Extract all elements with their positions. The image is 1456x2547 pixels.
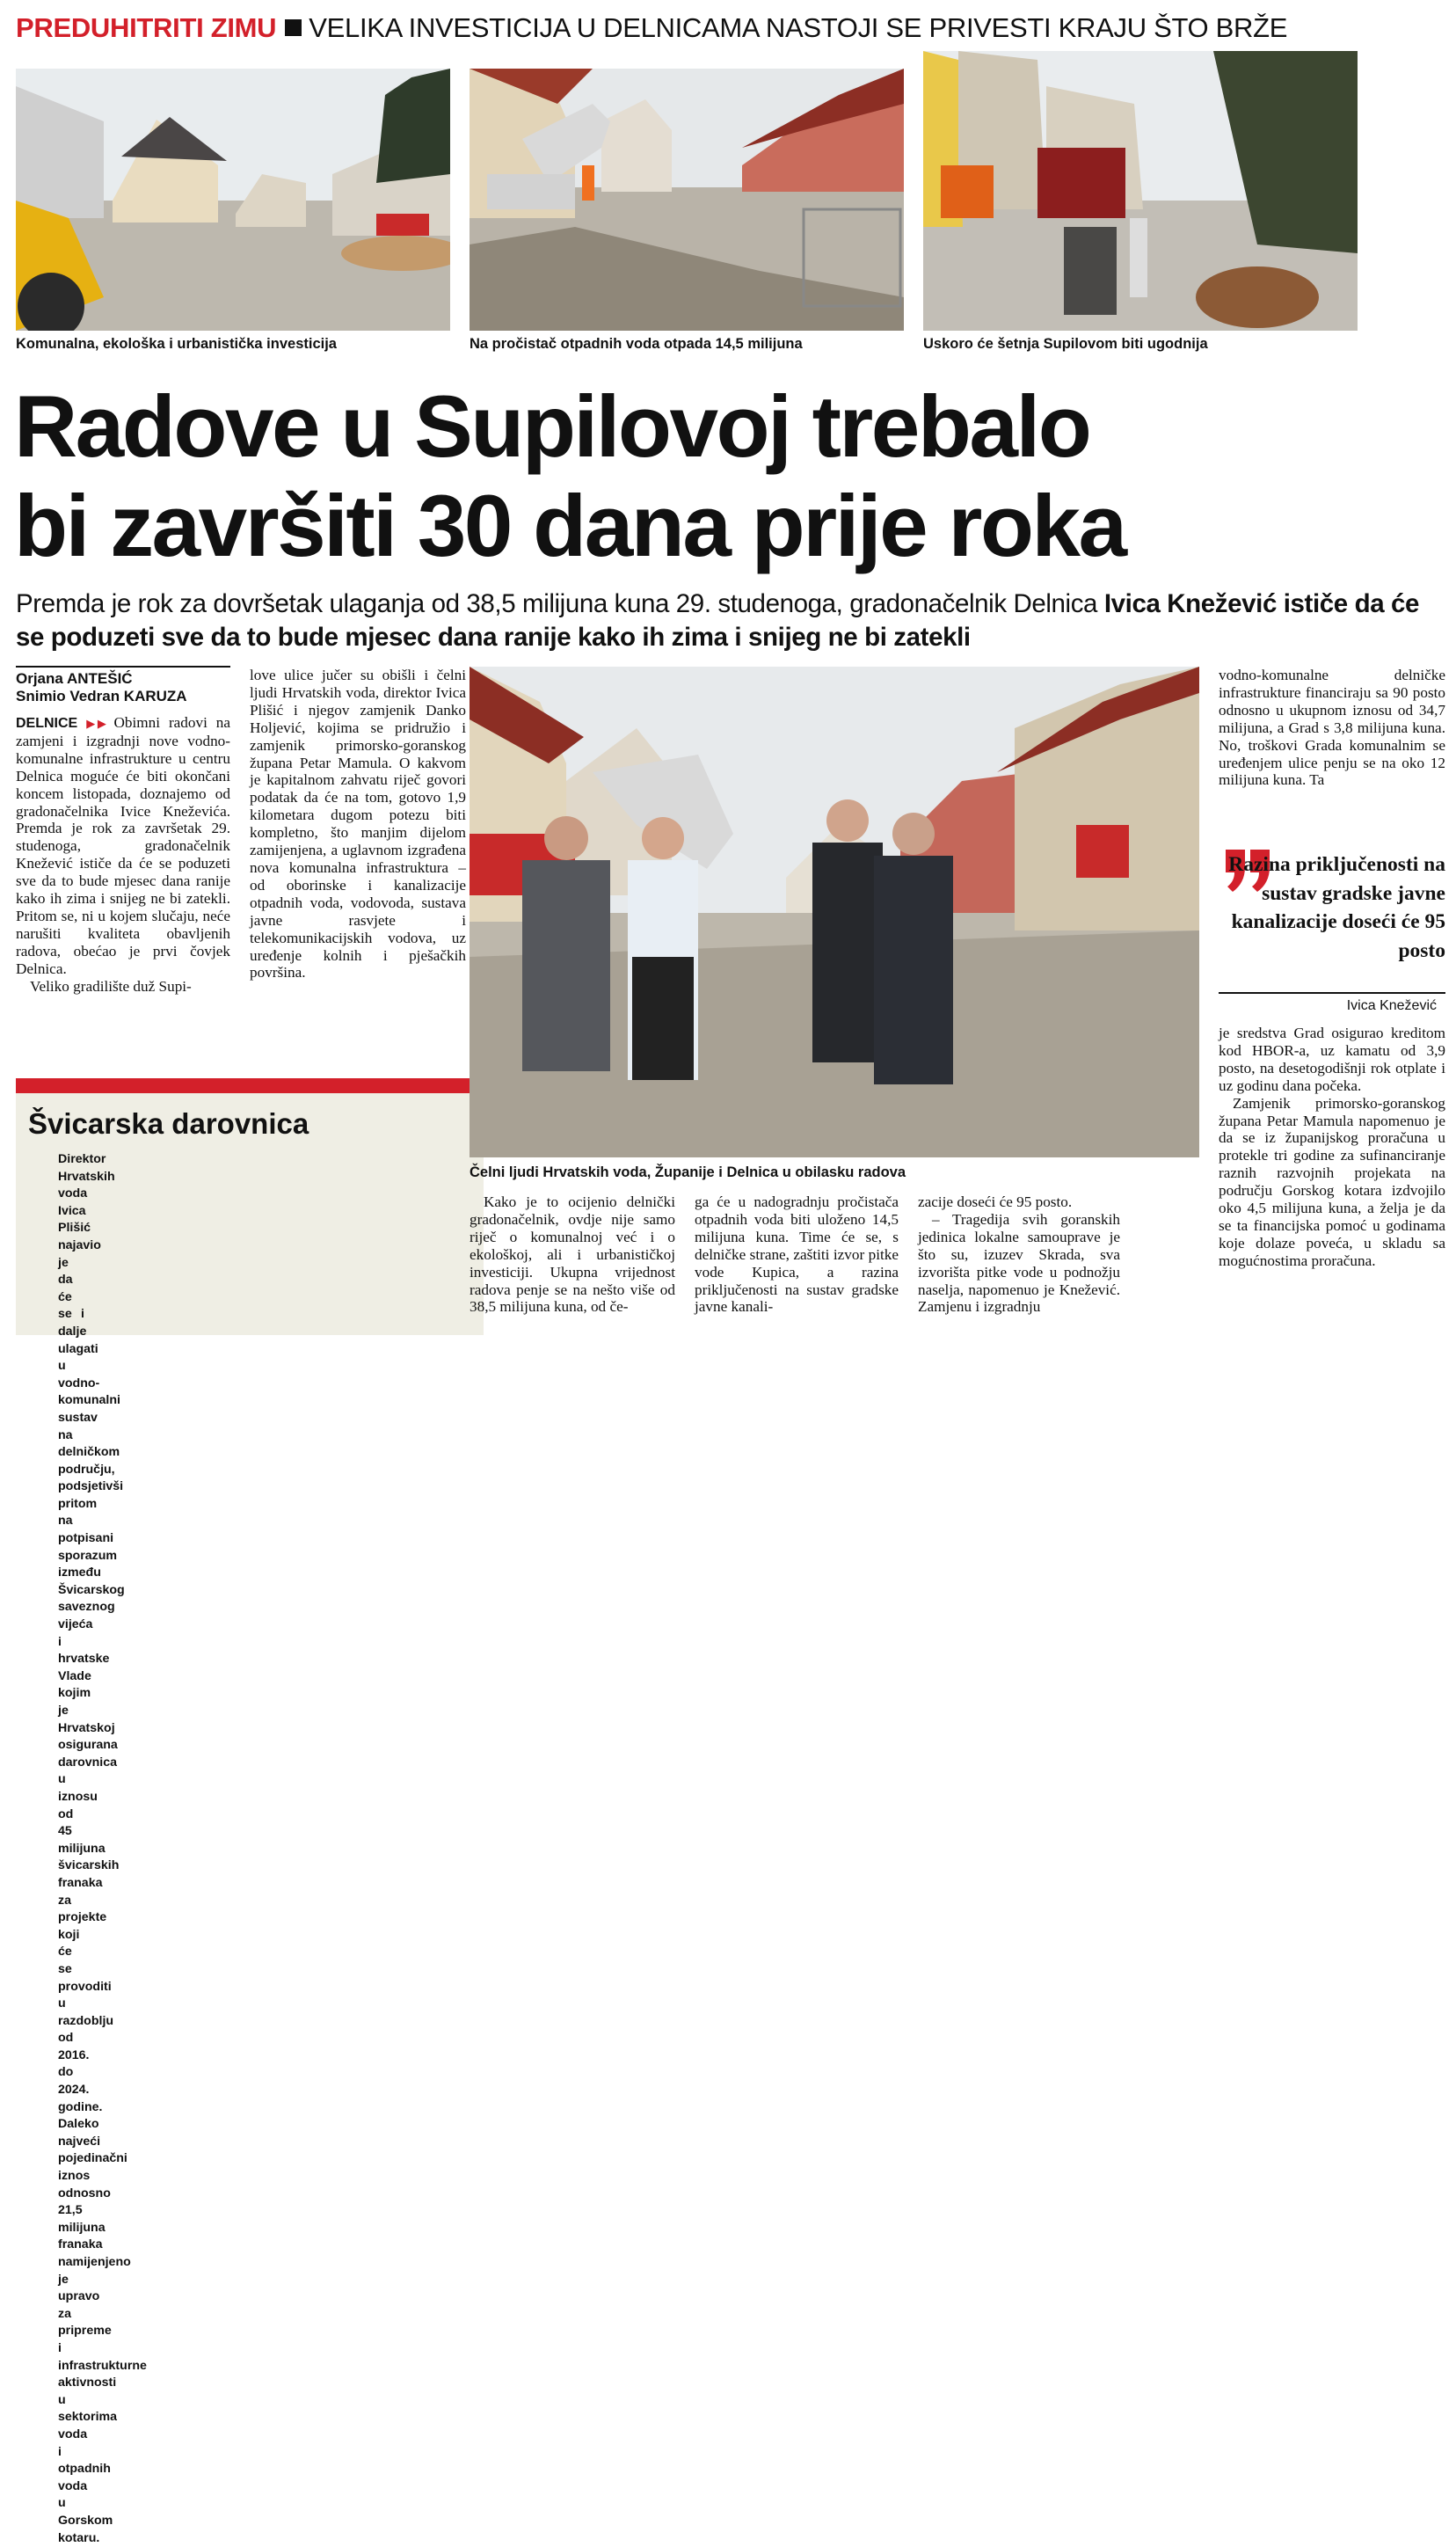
headline-line: Radove u Supilovoj trebalo xyxy=(14,377,1090,475)
dek xyxy=(16,587,1449,654)
article-column-5 xyxy=(918,1193,1120,1316)
paragraph: Obimni radovi na zamjeni i izgradnji nove vodno-komunalne infrastrukture u centru Delnica moguće će biti okončani koncem listopada, doznajemo od gradonačelnika Ivice Kneževića. Premda je rok za završetak 29. studenoga, gradonačelnik Knežević ističe da će se poduzeti sve da to bude mjesec dana ranije kako ih zima i snijeg ne bi zatekli. Pritom se, ni u kojem slučaju, neće narušiti kvaliteta obavljenih radova, obećao je prvi čovjek Delnica. xyxy=(16,714,231,977)
photo-caption: Komunalna, ekološka i urbanistička investicija xyxy=(16,336,337,352)
paragraph: – Tragedija svih goranskih jedinica lokalne samouprave je što su, izuzev Skrada, sva izvorišta pitke vode u podnožju naselja, napomenuo je Knežević. Zamjenu i izgradnju xyxy=(918,1210,1120,1316)
paragraph: Zamjenik primorsko-goranskog župana Petar Mamula napomenuo je da se iz županijskog proračuna u protekle tri godine za sufinanciranje raznih razvojnih projekata na području Gorskog kotara izdvojilo oko 4,5 milijuna kuna, a želja je da se ta financijska pomoć u godinama koje dolaze poveća, u skladu sa mogućnostima proračuna. xyxy=(1219,1094,1445,1269)
article-column-1 xyxy=(16,714,230,996)
article-column-6 xyxy=(1219,667,1445,789)
sidebar-text: Direktor Hrvatskih voda Ivica Plišić najavio je da će se i dalje ulagati u vodno-komunalni sustav na delničkom području, podsjetivši pritom na potpisani sporazum između Švicarskog saveznog vijeća i hrvatske Vlade kojim je Hrvatskoj osigurana darovnica u iznosu od 45 milijuna švicarskih franaka za projekte koji će se provoditi u razdoblju od 2016. do 2024. godine. Daleko najveći pojedinačni iznos odnosno 21,5 milijuna franaka namijenjeno je upravo za pripreme i infrastrukturne aktivnosti u sektorima voda i otpadnih voda u Gorskom kotaru. xyxy=(58,1152,147,2545)
photo-excavator-trench xyxy=(470,69,904,331)
byline xyxy=(16,670,187,705)
quote-attribution: Ivica Knežević xyxy=(1346,998,1437,1013)
article-column-6-continued xyxy=(1219,1025,1445,1270)
article-column-2 xyxy=(250,667,466,982)
dateline: DELNICE xyxy=(16,716,78,731)
photo-caption: Na pročistač otpadnih voda otpada 14,5 milijuna xyxy=(470,336,803,352)
square-bullet-icon xyxy=(285,19,302,36)
article-column-3 xyxy=(470,1193,675,1316)
headline xyxy=(14,376,1456,575)
double-arrow-icon: ▶▶ xyxy=(86,717,109,730)
paragraph: love ulice jučer su obišli i čelni ljudi Hrvatskih voda, direktor Ivica Plišić i njegov zamjenik Danko Holjević, kojima se pridružio i zamjenik primorsko-goranskog župana Petar Mamula. O kakvom je kapitalnom zahvatu riječ govori podatak da će na tom, gotovo 1,9 kilometara dugom potezu biti kompletno, što manjim dijelom zamijenjena, a uglavnom izgrađena nova komunalna infrastruktura – od oborinske i kanalizacije otpadnih voda, vodovoda, sustava javne rasvjete i telekomunikacijskih vodova, uz uređenje kolnih i pješačkih površina. xyxy=(250,667,466,982)
paragraph: vodno-komunalne delničke infrastrukture financiraju sa 90 posto odnosno u ukupnom iznosu od 34,7 milijuna, a Grad s 3,8 milijuna kuna. No, troškovi Grada komunalnim se uređenjem ulice penju se na oko 12 milijuna kuna. Ta xyxy=(1219,667,1445,789)
author: Orjana ANTEŠIĆ xyxy=(16,670,133,687)
photo-officials-on-site xyxy=(470,667,1199,1157)
photo-caption: Čelni ljudi Hrvatskih voda, Županije i Delnica u obilasku radova xyxy=(470,1164,906,1180)
headline-line: bi završiti 30 dana prije roka xyxy=(14,477,1125,574)
paragraph: Veliko gradilište duž Supi- xyxy=(30,977,192,995)
paragraph: zacije doseći će 95 posto. xyxy=(918,1193,1073,1210)
kicker-label: PREDUHITRITI ZIMU xyxy=(16,12,277,43)
photo-woman-stroller xyxy=(923,51,1358,331)
paragraph: ga će u nadogradnju pročistača otpadnih voda biti uloženo 14,5 milijuna kuna. Time će se, s delničke strane, zaštiti izvor pitke vode Kupica, a razina priključenosti na sustav gradske javne kanali- xyxy=(695,1193,899,1316)
quote-rule xyxy=(1219,992,1445,994)
photo-caption: Uskoro će šetnja Supilovom biti ugodnija xyxy=(923,336,1208,352)
photographer: Snimio Vedran KARUZA xyxy=(16,688,187,704)
sidebar-box xyxy=(16,1078,484,2545)
kicker-text: VELIKA INVESTICIJA U DELNICAMA NASTOJI SE PRIVESTI KRAJU ŠTO BRŽE xyxy=(309,12,1288,43)
paragraph: je sredstva Grad osigurao kreditom kod HBOR-a, uz kamatu od 3,9 posto, na desetogodišnji rok otplate i uz godinu dana počeka. xyxy=(1219,1025,1445,1094)
byline-rule xyxy=(16,666,230,668)
paragraph: Kako je to ocijenio delnički gradonačelnik, ovdje nije samo riječ o komunalnoj već i o ekološkoj, ali i urbanističkoj investiciji. Ukupna vrijednost radova penje se na nešto više od 38,5 milijuna kuna, od če- xyxy=(470,1193,675,1316)
sidebar-accent-bar xyxy=(16,1078,484,1093)
article-column-4 xyxy=(695,1193,899,1316)
photo-street-construction xyxy=(16,69,450,331)
kicker xyxy=(16,12,1287,44)
dek-text: Premda je rok za dovršetak ulaganja od 38,5 milijuna kuna 29. studenoga, gradonačelnik Delnica xyxy=(16,589,1098,618)
sidebar-title: Švicarska darovnica xyxy=(28,1107,309,1140)
pull-quote: Razina priključenosti na sustav gradske javne kanalizacije doseći će 95 posto xyxy=(1228,853,1445,962)
dek-bold: Ivica Knežević ističe da će se poduzeti sve da to bude mjesec dana ranije kako ih zima i snijeg ne bi zatekli xyxy=(16,589,1420,652)
